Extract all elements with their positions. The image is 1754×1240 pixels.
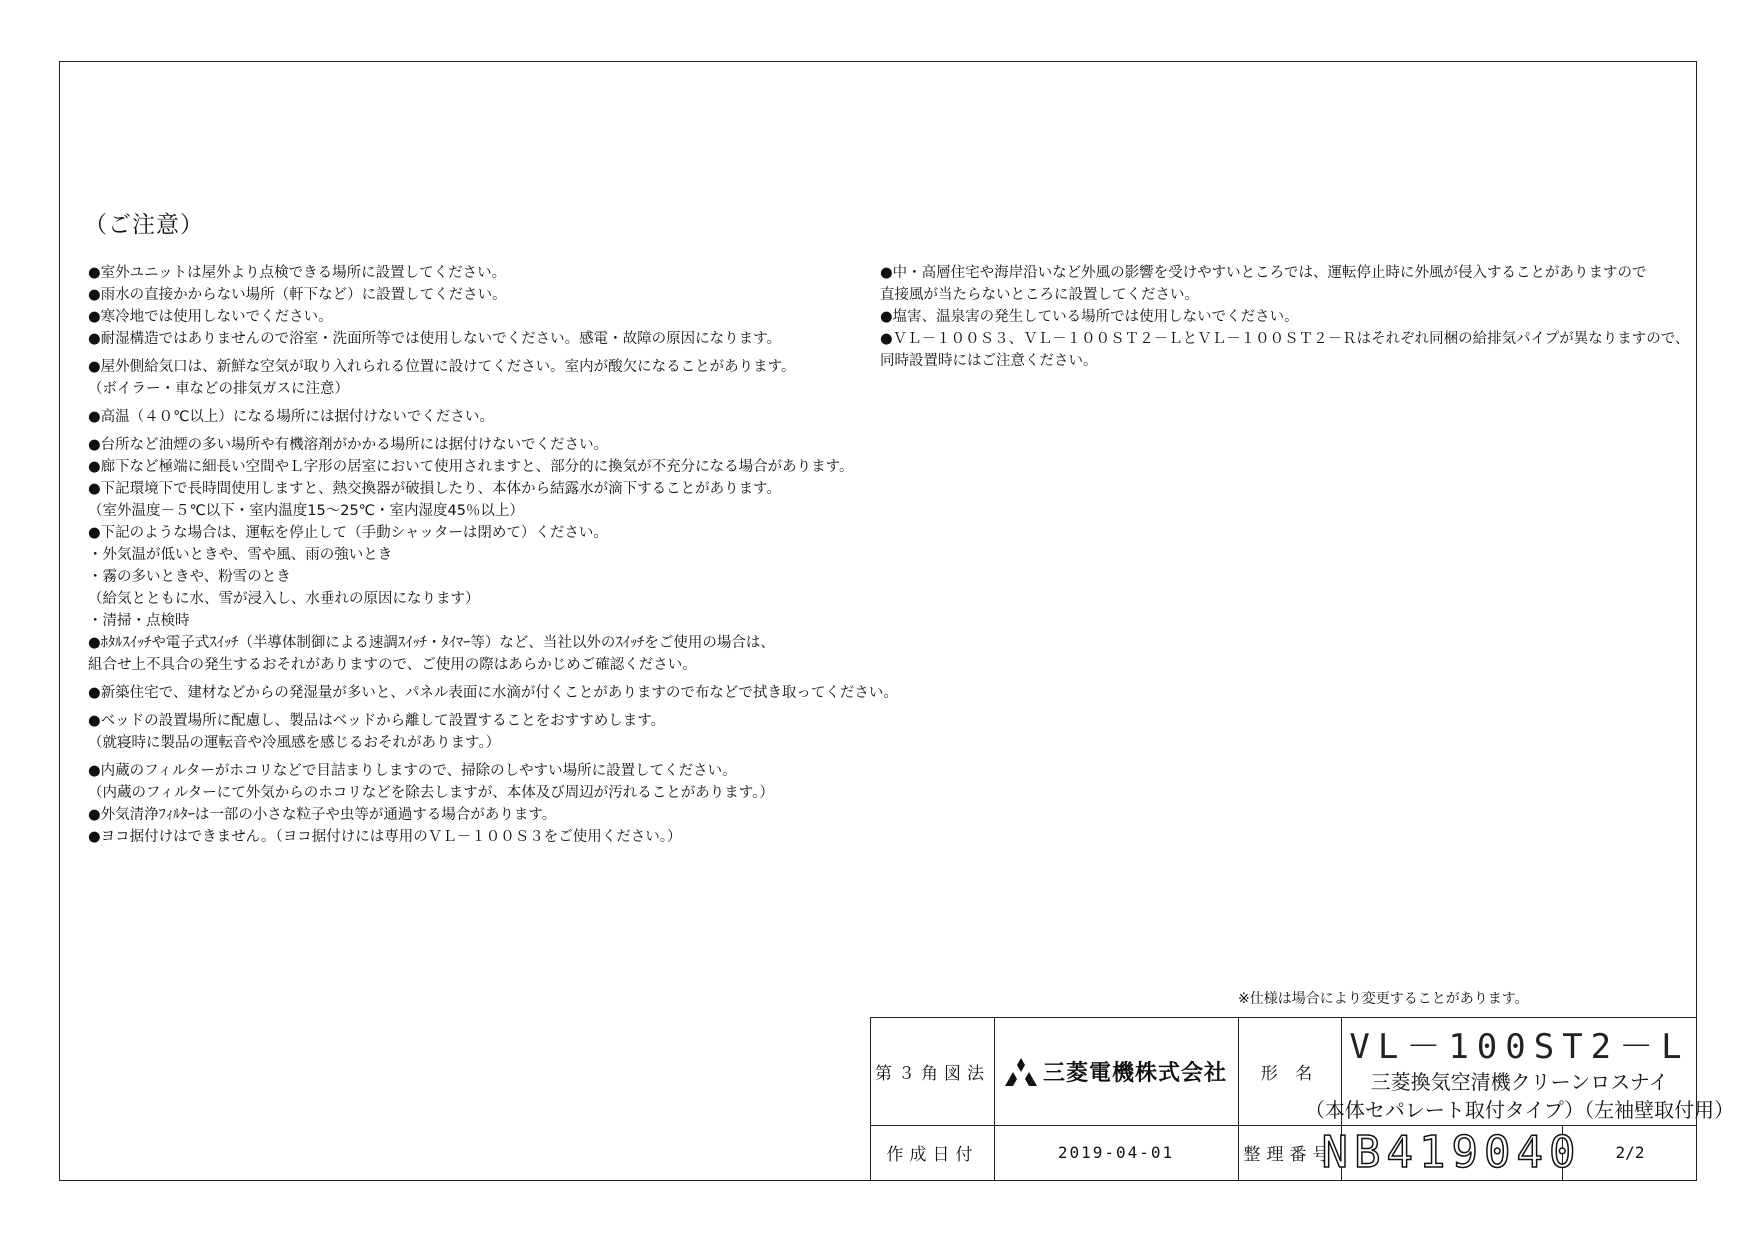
- product-description-1: 三菱換気空清機クリーンロスナイ: [1370, 1070, 1669, 1094]
- creation-date: 2019-04-01: [1057, 1143, 1175, 1162]
- company-name: 三菱電機株式会社: [1042, 1061, 1227, 1086]
- caution-line: （給気とともに水、雪が浸入し、水垂れの原因になります）: [88, 591, 480, 607]
- caution-line: ●ヨコ据付けはできません。（ヨコ据付けには専用のＶＬ－１００Ｓ３をご使用ください。）: [88, 829, 682, 845]
- caution-line: （ボイラー・車などの排気ガスに注意）: [88, 381, 349, 397]
- caution-line: ●寒冷地では使用しないでください。: [88, 309, 333, 325]
- caution-line: ・外気温が低いときや、雪や風、雨の強いとき: [88, 547, 393, 563]
- caution-list-right: [880, 262, 1689, 372]
- caution-line: ●ﾎﾀﾙｽｲｯﾁや電子式ｽｲｯﾁ（半導体制御による速調ｽｲｯﾁ・ﾀｲﾏｰ等）など、当社以外のｽｲｯﾁをご使用の場合は、: [88, 635, 775, 651]
- company-logo: [1005, 1056, 1227, 1087]
- caution-line: ●屋外側給気口は、新鮮な空気が取り入れられる位置に設けてください。室内が酸欠になることがあります。: [88, 359, 796, 375]
- caution-line: ●下記のような場合は、運転を停止して（手動シャッターは閉めて）ください。: [88, 525, 608, 541]
- caution-line: ●新築住宅で、建材などからの発湿量が多いと、パネル表面に水滴が付くことがありますので布などで拭き取ってください。: [88, 685, 898, 701]
- date-label: 作成日付: [886, 1145, 979, 1165]
- page-number: 2/2: [1615, 1143, 1645, 1162]
- caution-line: ●高温（４０℃以上）になる場所には据付けないでください。: [88, 409, 494, 425]
- caution-line: ●台所など油煙の多い場所や有機溶剤がかかる場所には据付けないでください。: [88, 437, 609, 453]
- caution-line: 同時設置時にはご注意ください。: [880, 353, 1098, 369]
- caution-line: ●廊下など極端に細長い空間やＬ字形の居室において使用されますと、部分的に換気が不充分になる場合があります。: [88, 459, 854, 475]
- caution-line: ●ＶＬ－１００Ｓ３、ＶＬ－１００ＳＴ２－ＬとＶＬ－１００ＳＴ２－Ｒはそれぞれ同梱の給排気パイプが異なりますので、: [880, 331, 1690, 347]
- caution-line: ●塩害、温泉害の発生している場所では使用しないでください。: [880, 309, 1299, 325]
- docno-label: 整理番号: [1243, 1145, 1336, 1165]
- caution-line: 組合せ上不具合の発生するおそれがありますので、ご使用の際はあらかじめご確認ください。: [88, 657, 697, 673]
- product-description-2: （本体セパレート取付タイプ）（左袖壁取付用）: [1304, 1098, 1735, 1122]
- caution-line: （就寝時に製品の運転音や冷風感を感じるおそれがあります。）: [88, 735, 501, 751]
- caution-line: ●中・高層住宅や海岸沿いなど外風の影響を受けやすいところでは、運転停止時に外風が侵入することがありますので: [880, 265, 1647, 281]
- model-number: VL－100ST2－L: [1349, 1027, 1690, 1067]
- caution-line: ●外気清浄ﾌｨﾙﾀｰは一部の小さな粒子や虫等が通過する場合があります。: [88, 807, 557, 823]
- caution-line: （内蔵のフィルターにて外気からのホコリなどを除去しますが、本体及び周辺が汚れることがあります。）: [88, 785, 774, 801]
- caution-line: ・清掃・点検時: [88, 613, 190, 629]
- caution-line: ●室外ユニットは屋外より点検できる場所に設置してください。: [88, 265, 507, 281]
- caution-heading: （ご注意）: [84, 212, 204, 238]
- caution-line: （室外温度－５℃以下・室内温度15～25℃・室内湿度45％以上）: [88, 503, 524, 519]
- caution-list-left: [88, 262, 898, 848]
- title-block: [870, 1017, 1735, 1181]
- caution-line: 直接風が当たらないところに設置してください。: [880, 287, 1199, 303]
- caution-line: ・霧の多いときや、粉雪のとき: [88, 569, 291, 585]
- caution-line: ●雨水の直接かからない場所（軒下など）に設置してください。: [88, 287, 507, 303]
- caution-line: ●ベッドの設置場所に配慮し、製品はベッドから離して設置することをおすすめします。: [88, 713, 666, 729]
- projection-label: 第３角図法: [875, 1064, 990, 1084]
- caution-line: ●耐湿構造ではありませんので浴室・洗面所等では使用しないでください。感電・故障の原因になります。: [88, 331, 781, 347]
- caution-line: ●内蔵のフィルターがホコリなどで目詰まりしますので、掃除のしやすい場所に設置してください。: [88, 763, 737, 779]
- caution-line: ●下記環境下で長時間使用しますと、熱交換器が破損したり、本体から結露水が滴下することがあります。: [88, 481, 781, 497]
- document-number: NB419040: [1321, 1127, 1582, 1178]
- three-diamonds-icon: [1005, 1058, 1037, 1086]
- spec-change-note: ※仕様は場合により変更することがあります。: [1238, 991, 1529, 1007]
- model-label: 形 名: [1260, 1064, 1319, 1084]
